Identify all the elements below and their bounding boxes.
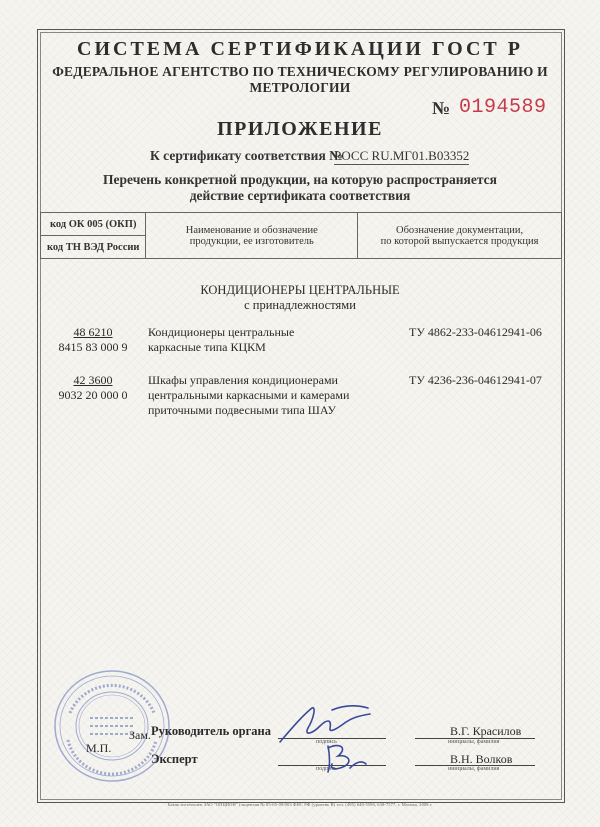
expert-signature-caption: подпись	[316, 766, 337, 772]
header-code-tnved: код ТН ВЭД России	[41, 236, 146, 259]
item-name-line: Шкафы управления кондиционерами	[148, 373, 338, 387]
group-subtitle: с принадлежностями	[244, 298, 356, 312]
item-name-line: Кондиционеры центральные	[148, 325, 295, 339]
product-group	[0, 283, 600, 313]
seal-place: М.П.	[86, 741, 112, 755]
list-heading	[0, 172, 600, 204]
header-product-line1: Наименование и обозначение	[185, 224, 318, 236]
header-docs-line2: по которой выпускается продукция	[380, 235, 539, 247]
print-info: Бланк изготовлен ЗАО "ОПЦИОН" (лицензия № 05-05-09/003 ФНС РФ (уровень В) тел. (495) 648-5596, 638-7577, г. Москва, 2008 г.	[167, 802, 433, 807]
document-title: ПРИЛОЖЕНИЕ	[217, 118, 383, 140]
header-product-line2: продукции, ее изготовитель	[189, 235, 314, 247]
head-prefix: Зам.	[129, 728, 151, 742]
item-codes	[38, 373, 148, 403]
item-okp-code: 42 3600	[73, 373, 113, 387]
item-doc: ТУ 4862-233-04612941-06	[409, 325, 542, 339]
head-signature-caption: подпись	[316, 739, 337, 745]
system-title: СИСТЕМА СЕРТИФИКАЦИИ ГОСТ Р	[77, 38, 523, 60]
item-name	[148, 373, 388, 418]
head-label: Руководитель органа	[151, 724, 271, 738]
header-docs	[358, 213, 562, 259]
product-table-header	[40, 212, 562, 259]
item-name-line: каркасные типа КЦКМ	[148, 340, 266, 354]
certificate-number: РОСС RU.МГ01.В03352	[334, 148, 470, 163]
item-okp-code: 48 6210	[73, 325, 113, 339]
expert-signature	[320, 738, 370, 778]
expert-name-caption: инициалы, фамилия	[448, 766, 500, 772]
item-name-line: центральными каркасными и камерами	[148, 388, 350, 402]
expert-label: Эксперт	[151, 752, 198, 766]
list-heading-line1: Перечень конкретной продукции, на которую распространяется	[103, 172, 497, 187]
serial-number: 0194589	[459, 96, 547, 119]
header-product	[146, 213, 358, 259]
list-heading-line2: действие сертификата соответствия	[189, 188, 411, 203]
number-label: №	[432, 98, 451, 118]
header-docs-line1: Обозначение документации,	[396, 224, 524, 236]
item-tnved-code: 8415 83 000 9	[58, 340, 128, 354]
item-name	[148, 325, 388, 355]
agency-name: ФЕДЕРАЛЬНОЕ АГЕНТСТВО ПО ТЕХНИЧЕСКОМУ РЕГУЛИРОВАНИЮ И МЕТРОЛОГИИ	[52, 64, 548, 95]
certificate-label: К сертификату соответствия №	[150, 148, 343, 163]
item-codes	[38, 325, 148, 355]
expert-name: В.Н. Волков	[450, 752, 513, 766]
group-title: КОНДИЦИОНЕРЫ ЦЕНТРАЛЬНЫЕ	[200, 283, 400, 297]
item-name-line: приточными подвесными типа ШАУ	[148, 403, 337, 417]
item-doc: ТУ 4236-236-04612941-07	[409, 373, 542, 387]
item-tnved-code: 9032 20 000 0	[58, 388, 128, 402]
head-name-caption: инициалы, фамилия	[448, 739, 500, 745]
head-name: В.Г. Красилов	[450, 724, 522, 738]
header-code-okp: код ОК 005 (ОКП)	[41, 213, 146, 236]
